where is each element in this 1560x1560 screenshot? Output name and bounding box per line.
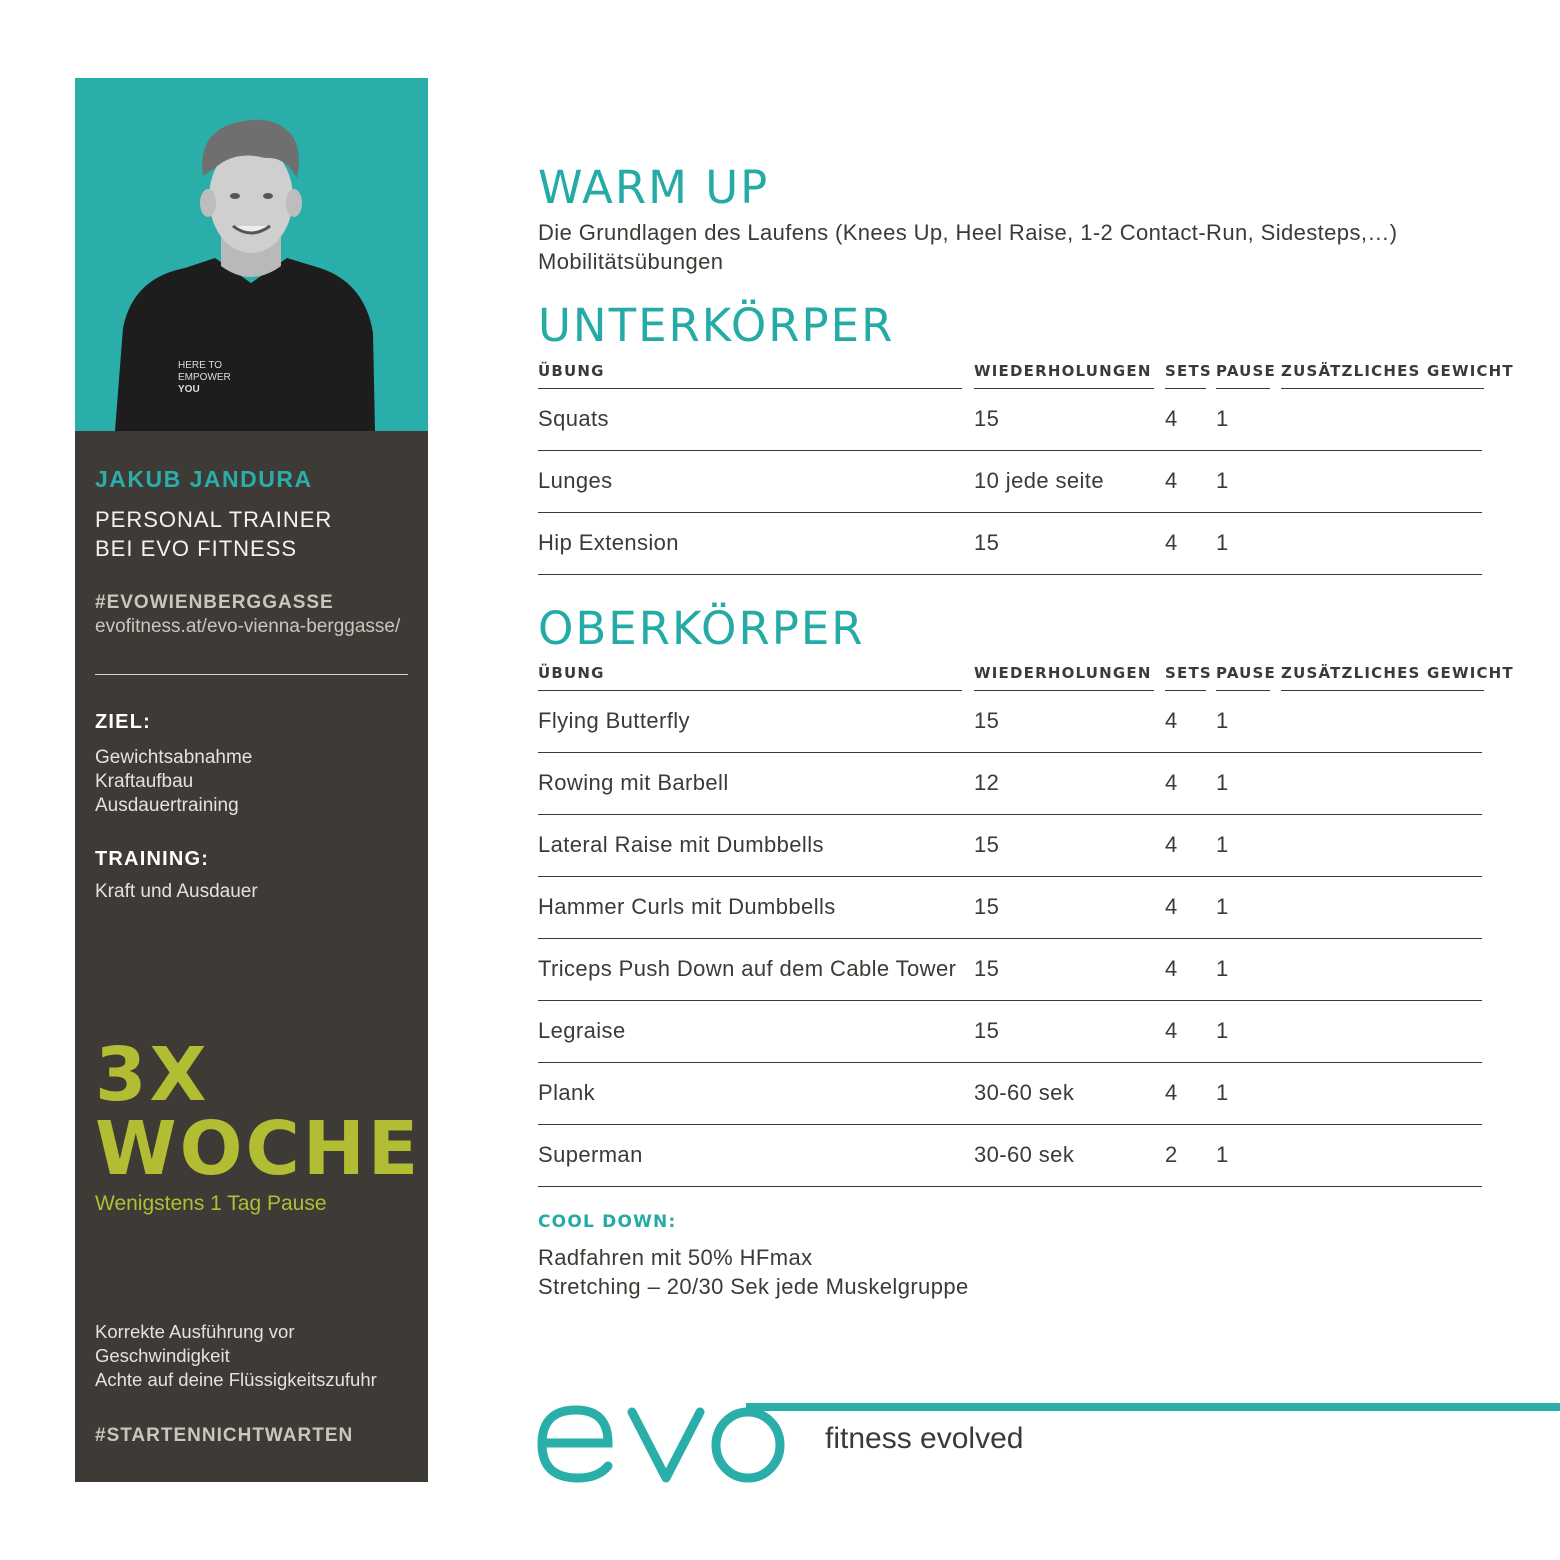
warmup-line-1: Die Grundlagen des Laufens (Knees Up, Heel Raise, 1-2 Contact-Run, Sidesteps,…) (538, 220, 1398, 245)
warmup-title: WARM UP (538, 161, 770, 214)
goal-list (95, 746, 252, 818)
col-pause: PAUSE (1216, 360, 1270, 389)
cell-exercise: Rowing mit Barbell (538, 770, 729, 795)
cell-pause: 1 (1216, 832, 1229, 857)
col-exercise: ÜBUNG (538, 360, 962, 389)
campaign-hashtag: #STARTENNICHTWARTEN (95, 1425, 354, 1446)
trainer-sidebar (75, 78, 428, 1482)
goal-item: Kraftaufbau (95, 771, 194, 792)
table-row (538, 753, 1482, 815)
cell-exercise: Hammer Curls mit Dumbbells (538, 894, 836, 919)
training-label: TRAINING: (95, 848, 210, 870)
table-header (538, 360, 1514, 389)
col-pause: PAUSE (1216, 662, 1270, 691)
cell-reps: 15 (974, 956, 1000, 981)
shirt-print-line-3: YOU (178, 384, 200, 395)
cell-exercise: Legraise (538, 1018, 626, 1043)
cell-sets: 4 (1165, 770, 1178, 795)
brand-tagline: fitness evolved (825, 1422, 1024, 1455)
cell-reps: 15 (974, 894, 1000, 919)
cell-pause: 1 (1216, 956, 1229, 981)
training-value: Kraft und Ausdauer (95, 881, 258, 902)
upper-body-rows (538, 691, 1484, 1187)
trainer-role-line-1: PERSONAL TRAINER (95, 507, 333, 532)
tip-line-1: Korrekte Ausführung vor (95, 1321, 295, 1342)
cell-reps: 30-60 sek (974, 1142, 1075, 1167)
location-hashtag: #EVOWIENBERGGASSE (95, 592, 334, 613)
col-sets: SETS (1165, 662, 1206, 691)
cooldown-line-1: Radfahren mit 50% HFmax (538, 1245, 813, 1270)
cell-exercise: Lateral Raise mit Dumbbells (538, 832, 824, 857)
cell-exercise: Flying Butterfly (538, 708, 690, 733)
table-row (538, 815, 1482, 877)
trainer-photo-area (75, 78, 428, 431)
table-row (538, 451, 1482, 513)
cell-sets: 4 (1165, 530, 1178, 555)
lower-body-table (538, 360, 1514, 575)
cell-sets: 4 (1165, 894, 1178, 919)
cell-reps: 15 (974, 406, 1000, 431)
cooldown-text (538, 1243, 969, 1301)
sidebar-divider (95, 674, 408, 675)
cell-exercise: Triceps Push Down auf dem Cable Tower (538, 956, 957, 981)
cell-reps: 15 (974, 708, 1000, 733)
table-row (538, 877, 1482, 939)
brand-accent-line (746, 1403, 1560, 1411)
shirt-print-line-1: HERE TO (178, 360, 223, 371)
warmup-text (538, 218, 1397, 276)
cell-pause: 1 (1216, 530, 1229, 555)
cell-exercise: Squats (538, 406, 609, 431)
table-row (538, 691, 1482, 753)
cell-sets: 4 (1165, 956, 1178, 981)
table-row (538, 1125, 1482, 1187)
lower-body-title: UNTERKÖRPER (538, 299, 895, 352)
cell-pause: 1 (1216, 406, 1229, 431)
table-header (538, 662, 1514, 691)
col-exercise: ÜBUNG (538, 662, 962, 691)
cell-sets: 2 (1165, 1142, 1178, 1167)
cell-sets: 4 (1165, 832, 1178, 857)
table-row (538, 389, 1482, 451)
table-row (538, 1063, 1482, 1125)
cell-pause: 1 (1216, 894, 1229, 919)
cell-pause: 1 (1216, 1018, 1229, 1043)
cell-exercise: Plank (538, 1080, 596, 1105)
lower-body-rows (538, 389, 1484, 575)
col-extra-weight: ZUSÄTZLICHES GEWICHT (1281, 662, 1484, 691)
evo-logo (536, 1398, 796, 1488)
tips-text (95, 1320, 377, 1392)
table-row (538, 513, 1482, 575)
cell-pause: 1 (1216, 1080, 1229, 1105)
cell-reps: 12 (974, 770, 1000, 795)
goal-item: Ausdauertraining (95, 795, 239, 816)
table-row (538, 1001, 1482, 1063)
cell-pause: 1 (1216, 1142, 1229, 1167)
trainer-role (95, 505, 332, 563)
upper-body-table (538, 662, 1514, 1187)
frequency-line-2: WOCHE (95, 1106, 422, 1192)
col-reps: WIEDERHOLUNGEN (974, 662, 1154, 691)
cell-sets: 4 (1165, 708, 1178, 733)
cell-sets: 4 (1165, 406, 1178, 431)
frequency-heading (95, 1032, 422, 1192)
cell-reps: 15 (974, 832, 1000, 857)
cooldown-label: COOL DOWN: (538, 1212, 677, 1232)
upper-body-title: OBERKÖRPER (538, 602, 865, 655)
frequency-line-1: 3X (95, 1032, 210, 1118)
trainer-name: JAKUB JANDURA (95, 466, 313, 492)
trainer-role-line-2: BEI EVO FITNESS (95, 536, 298, 561)
cell-exercise: Lunges (538, 468, 613, 493)
warmup-line-2: Mobilitätsübungen (538, 249, 724, 274)
cooldown-line-2: Stretching – 20/30 Sek jede Muskelgruppe (538, 1274, 969, 1299)
cell-sets: 4 (1165, 1080, 1178, 1105)
trainer-portrait (75, 78, 428, 431)
col-reps: WIEDERHOLUNGEN (974, 360, 1154, 389)
cell-reps: 30-60 sek (974, 1080, 1075, 1105)
cell-pause: 1 (1216, 468, 1229, 493)
cell-pause: 1 (1216, 770, 1229, 795)
col-sets: SETS (1165, 360, 1206, 389)
tip-line-3: Achte auf deine Flüssigkeitszufuhr (95, 1369, 377, 1390)
cell-pause: 1 (1216, 708, 1229, 733)
cell-exercise: Hip Extension (538, 530, 679, 555)
cell-reps: 15 (974, 1018, 1000, 1043)
location-url[interactable]: evofitness.at/evo-vienna-berggasse/ (95, 616, 401, 637)
cell-sets: 4 (1165, 468, 1178, 493)
cell-reps: 10 jede seite (974, 468, 1104, 493)
cell-reps: 15 (974, 530, 1000, 555)
cell-exercise: Superman (538, 1142, 643, 1167)
goal-item: Gewichtsabnahme (95, 747, 253, 768)
tip-line-2: Geschwindigkeit (95, 1345, 230, 1366)
table-row (538, 939, 1482, 1001)
frequency-note: Wenigstens 1 Tag Pause (95, 1192, 327, 1215)
col-extra-weight: ZUSÄTZLICHES GEWICHT (1281, 360, 1484, 389)
cell-sets: 4 (1165, 1018, 1178, 1043)
shirt-print-line-2: EMPOWER (178, 372, 231, 383)
goal-label: ZIEL: (95, 711, 151, 733)
